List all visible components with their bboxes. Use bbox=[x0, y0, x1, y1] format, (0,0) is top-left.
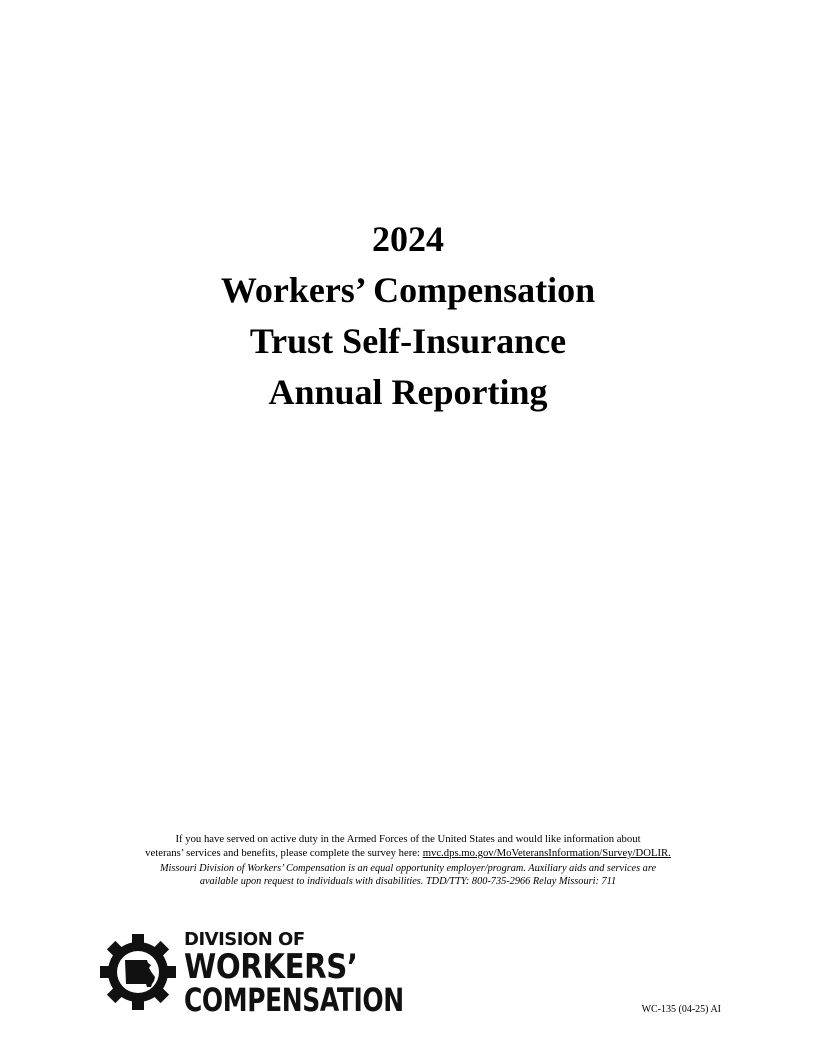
gear-missouri-icon bbox=[98, 932, 178, 1012]
survey-link[interactable]: mvc.dps.mo.gov/MoVeteransInformation/Survey/DOLIR. bbox=[422, 847, 671, 859]
veterans-notice bbox=[60, 832, 756, 860]
document-title bbox=[0, 214, 816, 418]
logo-line-division-of: DIVISION OF bbox=[184, 929, 305, 950]
logo-line-workers: WORKERS’ bbox=[184, 947, 358, 987]
title-annual-reporting: Annual Reporting bbox=[268, 372, 548, 412]
footer-notice bbox=[60, 832, 756, 888]
eeo-notice bbox=[60, 862, 756, 888]
title-workers-compensation: Workers’ Compensation bbox=[220, 270, 596, 310]
eeo-line1: Missouri Division of Workers’ Compensation is an equal opportunity employer/program. Auxiliary aids and services are bbox=[159, 863, 657, 874]
eeo-line2: available upon request to individuals with disabilities. TDD/TTY: 800-735-2966 Relay Missouri: 711 bbox=[199, 876, 617, 887]
division-logo bbox=[98, 929, 428, 1019]
title-year: 2024 bbox=[372, 219, 444, 259]
veterans-text-a: If you have served on active duty in the Armed Forces of the United States and would like information about bbox=[175, 833, 641, 845]
logo-line-compensation: COMPENSATION bbox=[184, 981, 404, 1019]
logo-wordmark bbox=[184, 929, 429, 1019]
title-trust-self-insurance: Trust Self-Insurance bbox=[249, 321, 567, 361]
form-number: WC-135 (04-25) AI bbox=[641, 1004, 721, 1015]
veterans-text-b: veterans’ services and benefits, please complete the survey here: bbox=[145, 847, 423, 859]
